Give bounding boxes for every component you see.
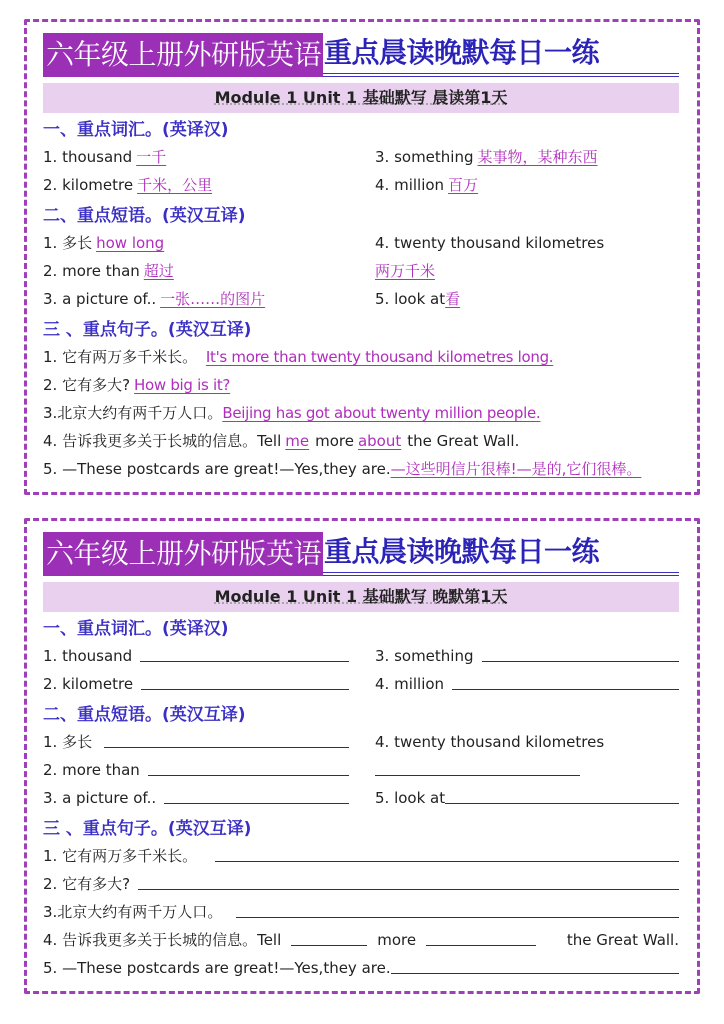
sentence-prompt: 2. 它有多大? — [43, 376, 131, 394]
vocab-item — [43, 670, 375, 698]
morning-reading-sheet — [24, 19, 700, 495]
vocab-row — [43, 171, 679, 199]
phrase-item — [43, 229, 375, 257]
answer-blank[interactable] — [452, 670, 679, 690]
phrase-item — [375, 728, 679, 756]
title-grade-label: 六年级上册外研版英语 — [43, 33, 323, 77]
sentence-answer-b: about — [357, 432, 402, 450]
phrase-item — [375, 285, 679, 313]
vocab-answer: 千米，公里 — [137, 176, 213, 194]
vocab-answer: 百万 — [448, 176, 479, 194]
sentence-row — [43, 427, 679, 455]
sentence-prompt: 5. —These postcards are great!—Yes,they are. — [43, 460, 391, 478]
sentence-item — [43, 954, 679, 982]
sentence-answer: It's more than twenty thousand kilometres long. — [205, 348, 554, 366]
section-sentences-heading: 三 、重点句子。(英汉互译) — [43, 320, 252, 340]
answer-blank[interactable] — [391, 954, 679, 974]
phrase-item — [43, 257, 375, 285]
phrase-prompt: 4. twenty thousand kilometres — [375, 234, 605, 252]
sentence-row — [43, 954, 679, 982]
answer-blank[interactable] — [426, 926, 536, 946]
vocab-item — [43, 642, 375, 670]
sentence-row — [43, 898, 679, 926]
sentence-prompt: 1. 它有两万多千米长。 — [43, 348, 198, 366]
phrase-item — [375, 784, 679, 812]
sentence-answer: How big is it? — [134, 376, 231, 394]
section-phrases-heading: 二、重点短语。(英汉互译) — [43, 705, 246, 725]
phrase-item — [43, 756, 375, 784]
vocab-prompt: 2. kilometre — [43, 176, 134, 194]
sentence-item — [43, 371, 679, 399]
vocab-prompt: 1. thousand — [43, 647, 133, 665]
vocab-item — [43, 143, 375, 171]
phrase-item — [375, 229, 679, 257]
answer-blank[interactable] — [164, 784, 349, 804]
sentence-prompt: 2. 它有多大? — [43, 875, 131, 893]
sentence-item — [43, 926, 679, 954]
vocab-item — [375, 143, 679, 171]
phrase-row — [43, 229, 679, 257]
phrase-prompt: 3. a picture of.. — [43, 789, 157, 807]
sentence-prompt: 4. 告诉我更多关于长城的信息。Tell — [43, 432, 282, 450]
phrase-item — [375, 257, 679, 285]
sentence-answer: —这些明信片很棒!—是的,它们很棒。 — [390, 460, 642, 478]
vocab-row — [43, 670, 679, 698]
sentence-mid-text: more — [315, 432, 354, 450]
section-vocab-heading: 一、重点词汇。(英译汉) — [43, 619, 229, 639]
vocab-prompt: 3. something — [375, 647, 474, 665]
phrase-row — [43, 756, 679, 784]
sentence-mid-text: more — [377, 931, 417, 949]
phrase-item — [375, 756, 679, 784]
sentence-row — [43, 343, 679, 371]
phrase-prompt: 2. more than — [43, 761, 140, 779]
sheet-title — [43, 33, 679, 77]
vocab-answer: 一千 — [136, 148, 167, 166]
phrase-prompt: 5. look at — [375, 290, 446, 308]
vocab-item — [43, 171, 375, 199]
answer-blank[interactable] — [375, 756, 580, 776]
sentence-item — [43, 399, 679, 427]
sentence-prompt: 4. 告诉我更多关于长城的信息。Tell — [43, 931, 282, 949]
answer-blank[interactable] — [236, 898, 679, 918]
vocab-prompt: 1. thousand — [43, 148, 133, 166]
sentence-row — [43, 371, 679, 399]
sheet-title — [43, 532, 679, 576]
phrase-row — [43, 285, 679, 313]
answer-blank[interactable] — [215, 842, 679, 862]
answer-blank[interactable] — [140, 642, 349, 662]
vocab-row — [43, 143, 679, 171]
sentence-row — [43, 870, 679, 898]
subtitle-bar — [43, 582, 679, 612]
sentence-item — [43, 870, 679, 898]
vocab-item — [375, 171, 679, 199]
subtitle-text: Module 1 Unit 1 基础默写 晚默第1天 — [214, 587, 508, 606]
phrase-answer: how long — [96, 234, 165, 252]
sentence-prompt: 3.北京大约有两千万人口。 — [43, 903, 223, 921]
phrase-row — [43, 728, 679, 756]
sentence-row — [43, 842, 679, 870]
answer-blank[interactable] — [141, 670, 349, 690]
vocab-item — [375, 642, 679, 670]
vocab-row — [43, 642, 679, 670]
section-sentences-heading: 三 、重点句子。(英汉互译) — [43, 819, 252, 839]
vocab-prompt: 3. something — [375, 148, 474, 166]
title-grade-label: 六年级上册外研版英语 — [43, 532, 323, 576]
vocab-item — [375, 670, 679, 698]
vocab-prompt: 4. million — [375, 675, 445, 693]
subtitle-bar — [43, 83, 679, 113]
vocab-prompt: 4. million — [375, 176, 445, 194]
phrase-answer: 一张……的图片 — [160, 290, 266, 308]
phrase-prompt: 3. a picture of.. — [43, 290, 157, 308]
title-practice-label: 重点晨读晚默每日一练 — [323, 33, 679, 77]
phrase-item — [43, 784, 375, 812]
sentence-item — [43, 343, 679, 371]
answer-blank[interactable] — [445, 784, 679, 804]
sentence-answer: Beijing has got about twenty million people. — [222, 404, 541, 422]
phrase-row — [43, 784, 679, 812]
answer-blank[interactable] — [148, 756, 349, 776]
evening-dictation-sheet — [24, 518, 700, 994]
subtitle-text: Module 1 Unit 1 基础默写 晨读第1天 — [214, 88, 508, 107]
sentence-item — [43, 898, 679, 926]
sentence-end-text: the Great Wall. — [566, 931, 679, 949]
phrase-answer: 超过 — [143, 262, 174, 280]
answer-blank[interactable] — [104, 728, 349, 748]
phrase-prompt: 5. look at — [375, 789, 446, 807]
phrase-item — [43, 728, 375, 756]
sentence-item — [43, 455, 679, 483]
sentence-answer-a: me — [285, 432, 310, 450]
phrase-prompt: 1. 多长 — [43, 733, 93, 751]
phrase-prompt: 4. twenty thousand kilometres — [375, 733, 605, 751]
sentence-prompt: 3.北京大约有两千万人口。 — [43, 404, 223, 422]
sentence-prompt: 5. —These postcards are great!—Yes,they are. — [43, 959, 391, 977]
sentence-row — [43, 399, 679, 427]
phrase-prompt: 1. 多长 — [43, 234, 93, 252]
sentence-row — [43, 926, 679, 954]
phrase-row — [43, 257, 679, 285]
section-vocab-heading: 一、重点词汇。(英译汉) — [43, 120, 229, 140]
sentence-prompt: 1. 它有两万多千米长。 — [43, 847, 198, 865]
sentence-end-text: the Great Wall. — [407, 432, 520, 450]
vocab-answer: 某事物，某种东西 — [477, 148, 598, 166]
phrase-item — [43, 285, 375, 313]
title-practice-label: 重点晨读晚默每日一练 — [323, 532, 679, 576]
sentence-item — [43, 842, 679, 870]
phrase-answer: 看 — [445, 290, 461, 308]
section-phrases-heading: 二、重点短语。(英汉互译) — [43, 206, 246, 226]
phrase-prompt: 2. more than — [43, 262, 140, 280]
answer-blank[interactable] — [291, 926, 367, 946]
sentence-item — [43, 427, 679, 455]
answer-blank[interactable] — [138, 870, 679, 890]
phrase-answer: 两万千米 — [375, 262, 436, 280]
answer-blank[interactable] — [482, 642, 680, 662]
vocab-prompt: 2. kilometre — [43, 675, 134, 693]
sentence-row — [43, 455, 679, 483]
